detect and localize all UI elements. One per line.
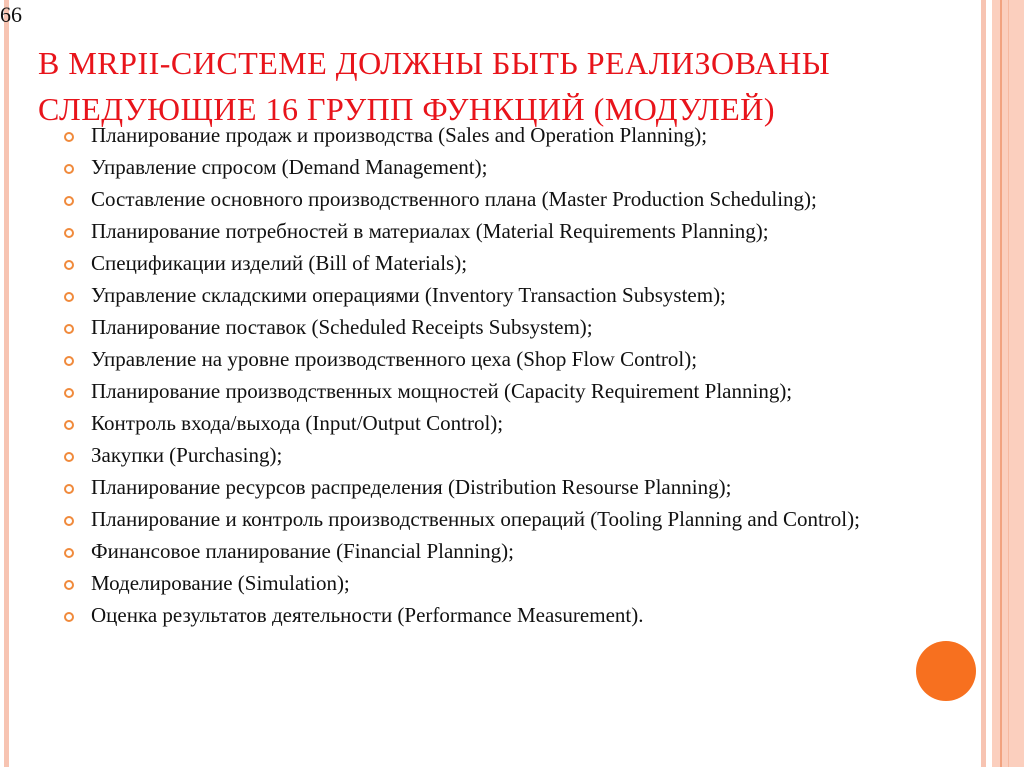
bullet-ring-icon [64, 420, 74, 430]
bullet-ring-icon [64, 548, 74, 558]
list-item [64, 348, 964, 370]
module-list [64, 124, 964, 636]
page-number: 66 [0, 2, 22, 27]
bullet-ring-icon [64, 612, 74, 622]
list-item-text: Планирование производственных мощностей (Capacity Requirement Planning); [91, 379, 793, 403]
list-item-text: Планирование и контроль производственных операций (Tooling Planning and Control); [91, 507, 860, 531]
title-line-2: СЛЕДУЮЩИЕ 16 ГРУПП ФУНКЦИЙ (МОДУЛЕЙ) [38, 91, 776, 127]
bullet-ring-icon [64, 452, 74, 462]
list-item-text: Финансовое планирование (Financial Planning); [91, 539, 514, 563]
list-item [64, 316, 964, 338]
title-line-1: В MRPII-СИСТЕМЕ ДОЛЖНЫ БЫТЬ РЕАЛИЗОВАНЫ [38, 45, 831, 81]
list-item [64, 444, 964, 466]
list-item-text: Моделирование (Simulation); [91, 571, 350, 595]
list-item [64, 476, 964, 498]
list-item [64, 508, 964, 530]
bullet-ring-icon [64, 580, 74, 590]
bullet-ring-icon [64, 324, 74, 334]
right-decorative-stripe [981, 0, 986, 767]
right-band-line [1008, 0, 1009, 767]
list-item [64, 604, 964, 626]
bullet-ring-icon [64, 484, 74, 494]
list-item [64, 156, 964, 178]
list-item-text: Управление спросом (Demand Management); [91, 155, 488, 179]
list-item [64, 220, 964, 242]
list-item-text: Закупки (Purchasing); [91, 443, 283, 467]
list-item-text: Спецификации изделий (Bill of Materials); [91, 251, 468, 275]
list-item [64, 252, 964, 274]
bullet-ring-icon [64, 132, 74, 142]
list-item-text: Управление складскими операциями (Inventory Transaction Subsystem); [91, 283, 726, 307]
bullet-ring-icon [64, 196, 74, 206]
bullet-ring-icon [64, 292, 74, 302]
slide-title [38, 40, 958, 132]
left-decorative-stripe [4, 0, 9, 767]
decorative-circle [916, 641, 976, 701]
list-item [64, 188, 964, 210]
bullet-ring-icon [64, 228, 74, 238]
list-item-text: Планирование ресурсов распределения (Distribution Resourse Planning); [91, 475, 732, 499]
list-item [64, 540, 964, 562]
list-item-text: Планирование потребностей в материалах (Material Requirements Planning); [91, 219, 769, 243]
bullet-ring-icon [64, 260, 74, 270]
list-item-text: Планирование продаж и производства (Sales and Operation Planning); [91, 123, 708, 147]
list-item-text: Составление основного производственного плана (Master Production Scheduling); [91, 187, 817, 211]
list-item [64, 284, 964, 306]
bullet-ring-icon [64, 356, 74, 366]
list-item [64, 412, 964, 434]
bullet-ring-icon [64, 164, 74, 174]
right-band-line [1000, 0, 1002, 767]
list-item-text: Управление на уровне производственного цеха (Shop Flow Control); [91, 347, 698, 371]
bullet-ring-icon [64, 516, 74, 526]
list-item [64, 124, 964, 146]
bullet-ring-icon [64, 388, 74, 398]
list-item [64, 380, 964, 402]
list-item-text: Контроль входа/выхода (Input/Output Control); [91, 411, 504, 435]
list-item-text: Планирование поставок (Scheduled Receipts Subsystem); [91, 315, 593, 339]
list-item-text: Оценка результатов деятельности (Performance Measurement). [91, 603, 644, 627]
list-item [64, 572, 964, 594]
